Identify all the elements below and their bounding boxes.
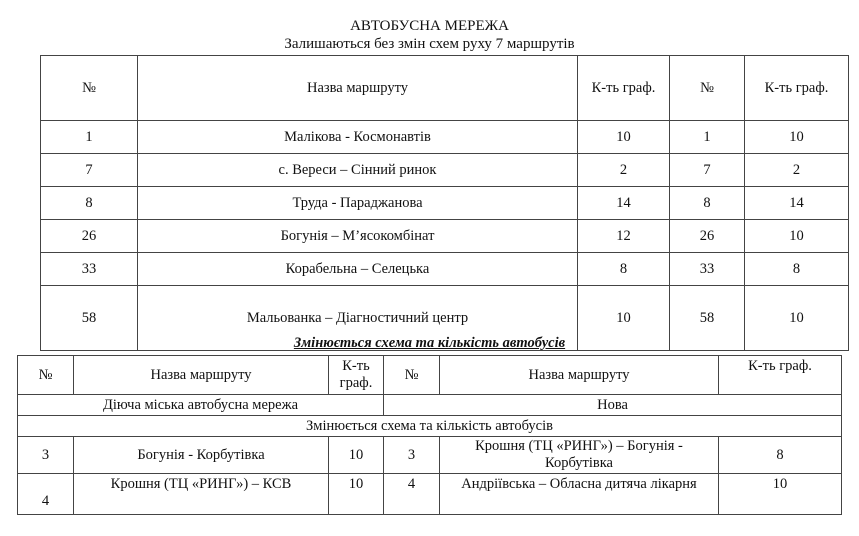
route-name: Крошня (ТЦ «РИНГ») – КСВ [74, 474, 329, 515]
header-number-new: № [670, 56, 745, 121]
schedule-count-new: 10 [745, 286, 849, 351]
header-route-name: Назва маршруту [74, 356, 329, 395]
route-name: Богунія - Корбутівка [74, 437, 329, 474]
unchanged-routes-table [40, 55, 849, 351]
schedule-count: 14 [578, 187, 670, 220]
route-number-new: 33 [670, 253, 745, 286]
table-header-row [41, 56, 849, 121]
group-new-network: Нова [384, 395, 842, 416]
route-number-new: 8 [670, 187, 745, 220]
header-schedule-count-new: К-ть граф. [719, 356, 842, 395]
header-schedule-count: К-ть граф. [578, 56, 670, 121]
header-schedule-count-new: К-ть граф. [745, 56, 849, 121]
schedule-count: 12 [578, 220, 670, 253]
table-row [41, 121, 849, 154]
route-number: 3 [18, 437, 74, 474]
route-number-new: 7 [670, 154, 745, 187]
route-number: 8 [41, 187, 138, 220]
schedule-count-new: 8 [745, 253, 849, 286]
header-schedule-count: К-ть граф. [329, 356, 384, 395]
table-row [41, 154, 849, 187]
schedule-count: 10 [329, 474, 384, 515]
schedule-count: 10 [578, 121, 670, 154]
header-number: № [41, 56, 138, 121]
header-route-name-new: Назва маршруту [440, 356, 719, 395]
route-number-new: 58 [670, 286, 745, 351]
schedule-count-new: 8 [719, 437, 842, 474]
route-name: Корабельна – Селецька [138, 253, 578, 286]
subheader-changes: Змінюється схема та кількість автобусів [18, 416, 842, 437]
schedule-count: 10 [578, 286, 670, 351]
table-row [41, 220, 849, 253]
route-name-new: Андріївська – Обласна дитяча лікарня [440, 474, 719, 515]
table-header-row [18, 356, 842, 395]
route-number-new: 3 [384, 437, 440, 474]
route-name: Богунія – М’ясокомбінат [138, 220, 578, 253]
route-number: 26 [41, 220, 138, 253]
schedule-count-new: 2 [745, 154, 849, 187]
group-current-network: Діюча міська автобусна мережа [18, 395, 384, 416]
route-number: 7 [41, 154, 138, 187]
document-subtitle: Залишаються без змін схем руху 7 маршрутів [284, 36, 575, 52]
schedule-count-new: 10 [719, 474, 842, 515]
header-number: № [18, 356, 74, 395]
header-route-name: Назва маршруту [138, 56, 578, 121]
section-title-changed-routes: Змінюється схема та кількість автобусів [293, 335, 566, 351]
document-title: АВТОБУСНА МЕРЕЖА [350, 18, 509, 34]
route-number: 58 [41, 286, 138, 351]
table-row [41, 187, 849, 220]
route-number-new: 4 [384, 474, 440, 515]
schedule-count: 10 [329, 437, 384, 474]
route-name-new: Крошня (ТЦ «РИНГ») – Богунія - Корбутівка [440, 437, 719, 474]
route-number-new: 1 [670, 121, 745, 154]
changed-routes-table [17, 355, 842, 515]
route-number-new: 26 [670, 220, 745, 253]
table-row [18, 474, 842, 515]
table-row [18, 437, 842, 474]
schedule-count-new: 14 [745, 187, 849, 220]
route-number: 4 [18, 474, 74, 515]
table-row [41, 253, 849, 286]
schedule-count-new: 10 [745, 220, 849, 253]
schedule-count-new: 10 [745, 121, 849, 154]
subheader-row [18, 416, 842, 437]
schedule-count: 2 [578, 154, 670, 187]
schedule-count: 8 [578, 253, 670, 286]
route-number: 33 [41, 253, 138, 286]
route-name: Труда - Параджанова [138, 187, 578, 220]
route-name: с. Вереси – Сінний ринок [138, 154, 578, 187]
route-name: Малікова - Космонавтів [138, 121, 578, 154]
route-name: Мальованка – Діагностичний центр [138, 286, 578, 351]
header-number-new: № [384, 356, 440, 395]
route-number: 1 [41, 121, 138, 154]
group-header-row [18, 395, 842, 416]
